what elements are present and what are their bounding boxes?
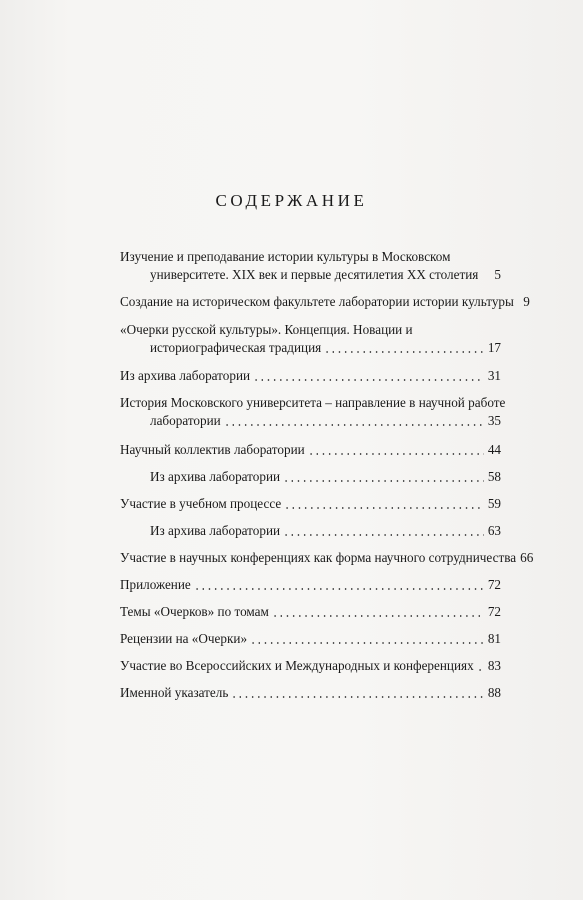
toc-entry-continuation [120, 266, 501, 284]
contents-heading: СОДЕРЖАНИЕ [215, 191, 368, 210]
dot-leader [224, 414, 484, 426]
toc-entry [120, 684, 501, 702]
toc-entry-title: Участие во Всероссийских и Международных и конференциях [120, 658, 474, 673]
toc-entry [120, 576, 501, 594]
page-number: 88 [487, 685, 501, 700]
toc-entry-line [120, 549, 534, 567]
toc-entry-title: Участие в научных конференциях как форма научного сотрудничества [120, 550, 517, 565]
toc-entry-line [120, 495, 501, 513]
page-number: 31 [487, 368, 501, 383]
toc-entry-line [120, 441, 501, 459]
dot-leader [283, 524, 484, 536]
toc-entry-title: Приложение [120, 577, 191, 592]
toc-entry-line [120, 367, 501, 385]
toc-entry-title: Изучение и преподавание истории культуры в Московском [120, 249, 451, 264]
toc-entry [120, 248, 501, 284]
toc-entry-line [120, 576, 501, 594]
page-number: 81 [487, 631, 501, 646]
page-number: 66 [520, 550, 534, 565]
dot-leader [477, 659, 484, 671]
toc-entry-line [150, 522, 501, 540]
toc-entry-line [120, 394, 506, 412]
toc-entry-title: Научный коллектив лаборатории [120, 442, 305, 457]
toc-entry-title: История Московского университета – направление в научной работе [120, 395, 506, 410]
toc-entry [120, 657, 501, 675]
page-number: 44 [487, 442, 501, 457]
page-number: 5 [494, 267, 501, 282]
dot-leader [324, 341, 484, 353]
toc-entry-title: лаборатории [150, 413, 221, 428]
toc-entry [120, 522, 501, 540]
page-number: 9 [523, 294, 530, 309]
page-number: 72 [487, 604, 501, 619]
dot-leader [194, 578, 484, 590]
toc-entry [120, 630, 501, 648]
toc-entry-title: Из архива лаборатории [150, 469, 281, 484]
toc-entry-title: Из архива лаборатории [120, 368, 251, 383]
dot-leader [253, 369, 484, 381]
page-number: 63 [487, 523, 501, 538]
toc-entry [120, 468, 501, 486]
page-number: 58 [487, 469, 501, 484]
dot-leader [283, 470, 484, 482]
toc-entry [120, 367, 501, 385]
dot-leader [308, 443, 484, 455]
toc-entry-title: Из архива лаборатории [150, 523, 281, 538]
page-number: 72 [487, 577, 501, 592]
page-number: 17 [487, 340, 501, 355]
toc-entry-line [120, 603, 501, 621]
toc-entry-title: Рецензии на «Очерки» [120, 631, 248, 646]
toc-entry-title: Участие в учебном процессе [120, 496, 282, 511]
toc-entry-title: Темы «Очерков» по томам [120, 604, 269, 619]
dot-leader [231, 686, 483, 698]
toc-entry-line [150, 468, 501, 486]
dot-leader [482, 272, 489, 284]
toc-entry [120, 603, 501, 621]
toc-entry-line [120, 657, 501, 675]
toc-entry [120, 293, 530, 311]
toc-entry-continuation [120, 339, 501, 357]
page-number: 35 [487, 413, 501, 428]
toc-entry-line [120, 321, 501, 339]
dot-leader [272, 605, 484, 617]
toc-entry-title: историографическая традиция [150, 340, 322, 355]
dot-leader [250, 632, 484, 644]
toc-entry-title: Создание на историческом факультете лаборатории истории культуры [120, 294, 514, 309]
toc-entry-title: «Очерки русской культуры». Концепция. Новации и [120, 322, 413, 337]
toc-entry-line [120, 684, 501, 702]
dot-leader [284, 497, 484, 509]
toc-entry-continuation [120, 412, 501, 430]
toc-entry-title: университете. XIX век и первые десятилетия XX столетия [150, 267, 479, 282]
toc-entry [120, 549, 534, 567]
toc-entry-title: Именной указатель [120, 685, 229, 700]
page-number: 59 [487, 496, 501, 511]
toc-entry [120, 495, 501, 513]
page-number: 83 [487, 658, 501, 673]
toc-entry [120, 441, 501, 459]
toc-entry-line [120, 630, 501, 648]
toc-entry [120, 394, 506, 430]
toc-entry-line [120, 248, 501, 266]
toc-entry-line [120, 293, 530, 311]
toc-entry [120, 321, 501, 357]
